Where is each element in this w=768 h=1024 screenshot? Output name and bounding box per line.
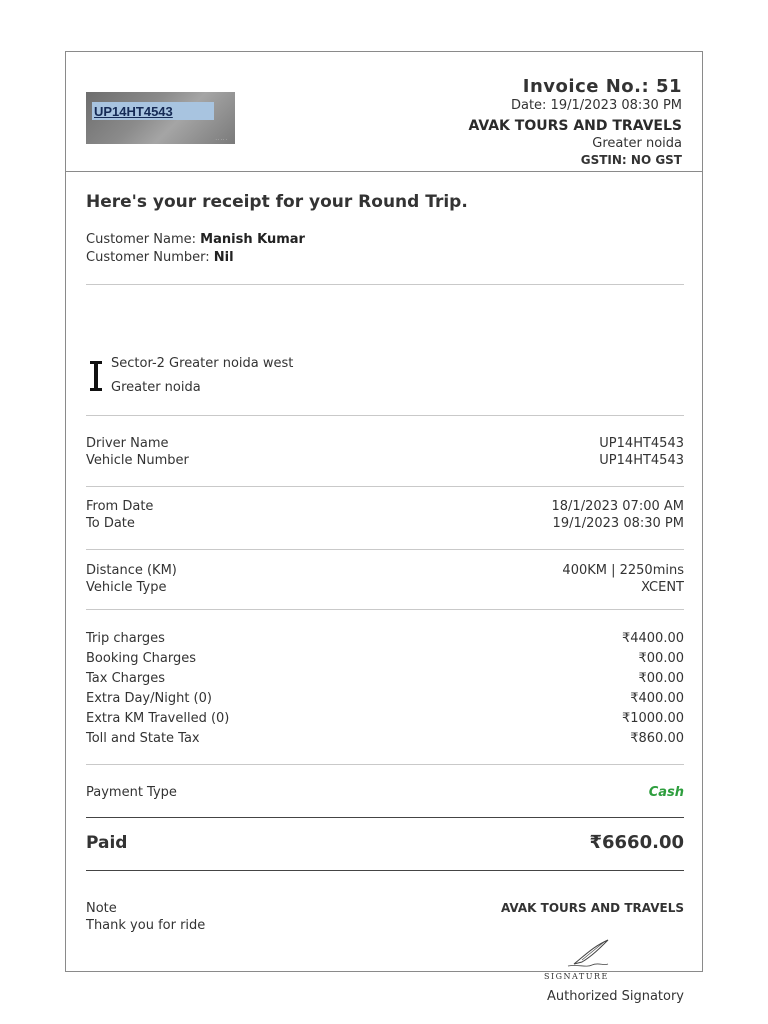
charge-value: ₹400.00 [630, 691, 684, 706]
authorized-signatory: Authorized Signatory [547, 989, 684, 1004]
vehicle-plate-logo [86, 92, 235, 144]
divider [86, 817, 684, 818]
company-city: Greater noida [592, 136, 682, 151]
charge-value: ₹00.00 [638, 651, 684, 666]
vehicle-number-label: Vehicle Number [86, 453, 189, 468]
charge-row [86, 650, 684, 667]
signature-caption: SIGNATURE [544, 972, 609, 981]
vehicle-number-value: UP14HT4543 [599, 453, 684, 468]
divider [86, 415, 684, 416]
charge-row [86, 670, 684, 687]
drop-row [111, 379, 671, 396]
charge-label: Extra Day/Night (0) [86, 691, 212, 706]
divider [86, 549, 684, 550]
driver-label: Driver Name [86, 436, 169, 451]
gstin: GSTIN: NO GST [580, 153, 682, 167]
footer-company: AVAK TOURS AND TRAVELS [500, 901, 684, 915]
charge-label: Toll and State Tax [86, 731, 200, 746]
customer-name-row [86, 231, 684, 248]
from-date-row [86, 498, 684, 515]
vehicle-type-row [86, 579, 684, 596]
driver-row [86, 435, 684, 452]
charge-label: Booking Charges [86, 651, 197, 666]
payment-type-value: Cash [648, 785, 684, 800]
divider [86, 764, 684, 765]
invoice-header [66, 52, 702, 172]
from-date-label: From Date [86, 499, 154, 514]
distance-label: Distance (KM) [86, 563, 177, 578]
divider [86, 486, 684, 487]
pickup-location: Sector-2 Greater noida west [111, 356, 294, 371]
note-text: Thank you for ride [86, 918, 206, 933]
logo-fine-print: · · · · · [215, 137, 227, 142]
charge-value: ₹4400.00 [621, 631, 684, 646]
charge-row [86, 710, 684, 727]
company-name: AVAK TOURS AND TRAVELS [468, 118, 682, 134]
customer-number-row [86, 249, 684, 266]
signatory-row [86, 988, 684, 1005]
invoice-meta [468, 76, 682, 169]
note-row [86, 900, 684, 917]
customer-name: Manish Kumar [200, 232, 305, 247]
payment-type-row [86, 784, 684, 801]
invoice-card [65, 51, 703, 1004]
to-date-value: 19/1/2023 08:30 PM [552, 516, 684, 531]
from-date-value: 18/1/2023 07:00 AM [551, 499, 684, 514]
charge-label: Tax Charges [86, 671, 166, 686]
route-icon [90, 361, 102, 391]
charge-row [86, 630, 684, 647]
receipt-title: Here's your receipt for your Round Trip. [86, 192, 468, 212]
charge-value: ₹1000.00 [621, 711, 684, 726]
divider [86, 284, 684, 285]
charge-value: ₹00.00 [638, 671, 684, 686]
distance-value: 400KM | 2250mins [562, 563, 684, 578]
total-label: Paid [86, 833, 128, 853]
total-value: ₹6660.00 [589, 832, 684, 853]
charge-value: ₹860.00 [630, 731, 684, 746]
signature-image [534, 932, 644, 982]
drop-location: Greater noida [111, 380, 201, 395]
pickup-row [111, 355, 671, 372]
customer-number-label: Customer Number: [86, 250, 210, 265]
charge-row [86, 730, 684, 747]
invoice-date: Date: 19/1/2023 08:30 PM [510, 98, 682, 113]
distance-row [86, 562, 684, 579]
customer-number: Nil [213, 250, 234, 265]
divider [86, 609, 684, 610]
vehicle-type-value: XCENT [641, 580, 684, 595]
note-label: Note [86, 901, 117, 916]
charge-label: Extra KM Travelled (0) [86, 711, 230, 726]
divider [86, 870, 684, 871]
driver-value: UP14HT4543 [599, 436, 684, 451]
charge-label: Trip charges [86, 631, 165, 646]
vehicle-type-label: Vehicle Type [86, 580, 167, 595]
invoice-number: Invoice No.: 51 [522, 76, 682, 97]
total-row [86, 832, 684, 854]
payment-type-label: Payment Type [86, 785, 177, 800]
customer-name-label: Customer Name: [86, 232, 197, 247]
charge-row [86, 690, 684, 707]
plate-text: UP14HT4543 [92, 102, 214, 120]
to-date-row [86, 515, 684, 532]
vehicle-number-row [86, 452, 684, 469]
to-date-label: To Date [86, 516, 135, 531]
